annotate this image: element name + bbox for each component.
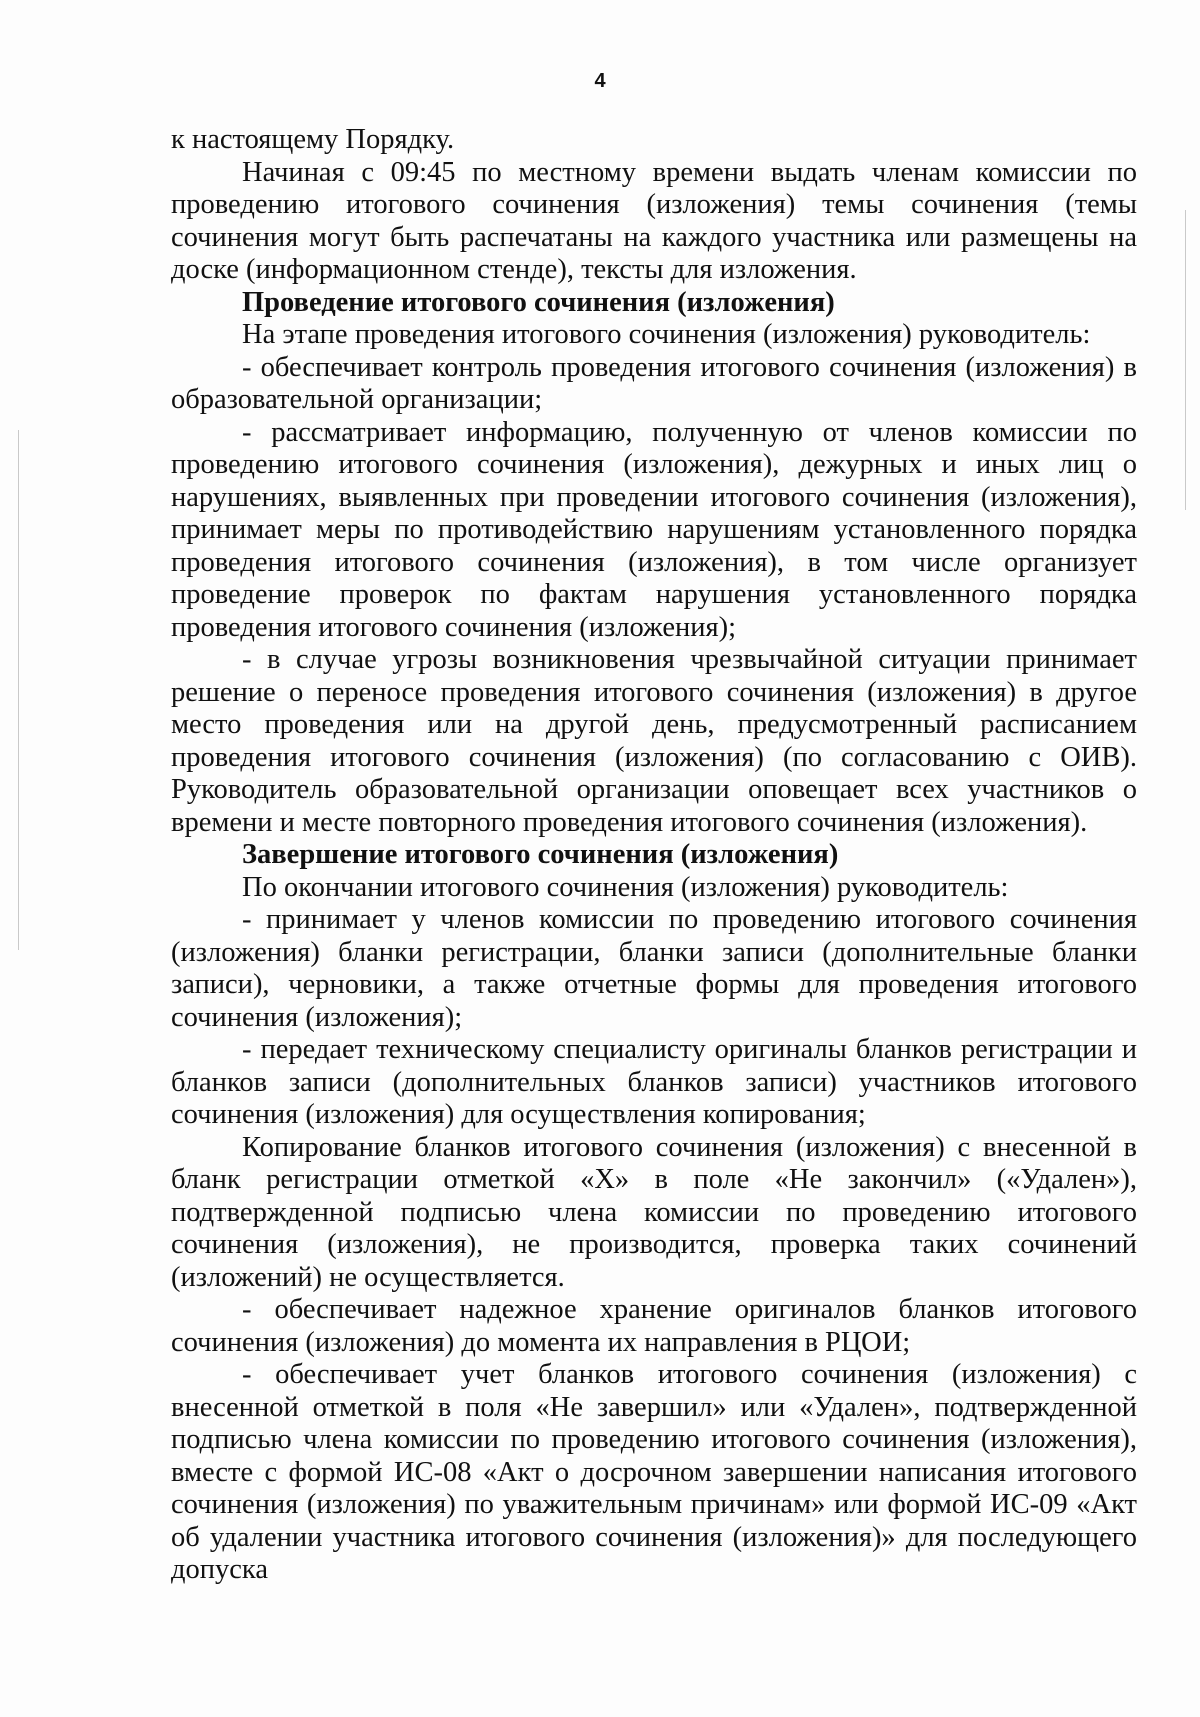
paragraph-completion-intro: По окончании итогового сочинения (изложения) руководитель: (242, 871, 1009, 903)
paragraph-issue-topics: Начиная с 09:45 по местному времени выдать членам комиссии по проведению итогового сочинения (изложения) темы сочинения (темы сочинения могут быть распечатаны на каждого участника или размещены на доске (информационном стенде), тексты для изложения. (171, 156, 1137, 285)
list-item-violations: - рассматривает информацию, полученную от членов комиссии по проведению итогового сочинения (изложения), дежурных и иных лиц о нарушениях, выявленных при проведении итогового сочинения (изложения), принимает меры по противодействию нарушениям установленного порядка проведения итогового сочинения (изложения), в том числе организует проведение проверок по фактам нарушения установленного порядка проведения итогового сочинения (изложения); (171, 416, 1137, 643)
list-item-accounting: - обеспечивает учет бланков итогового сочинения (изложения) с внесенной отметкой в поля «Не завершил» или «Удален», подтвержденной подписью члена комиссии по проведению итогового сочинения (изложения), вместе с формой ИС-08 «Акт о досрочном завершении написания итогового сочинения (изложения) по уважительным причинам» или формой ИС-09 «Акт об удалении участника итогового сочинения (изложения)» для последующего допуска (171, 1359, 1137, 1585)
list-item-transfer-originals: - передает техническому специалисту оригиналы бланков регистрации и бланков записи (дополнительных бланков записи) участников итогового сочинения (изложения) для осуществления копирования; (171, 1034, 1137, 1130)
page-number: 4 (594, 70, 606, 92)
list-item-accept-forms: - принимает у членов комиссии по проведению итогового сочинения (изложения) бланки регистрации, бланки записи (дополнительные бланки записи), черновики, а также отчетные формы для проведения итогового сочинения (изложения); (171, 904, 1137, 1033)
paragraph-copying-rule: Копирование бланков итогового сочинения (изложения) с внесенной в бланк регистрации отметкой «X» в поле «Не закончил» («Удален»), подтвержденной подписью члена комиссии по проведению итогового сочинения (изложения), не производится, проверка таких сочинений (изложений) не осуществляется. (171, 1131, 1137, 1293)
list-item-storage: - обеспечивает надежное хранение оригиналов бланков итогового сочинения (изложения) до момента их направления в РЦОИ; (171, 1294, 1137, 1358)
scan-artifact-line (1185, 210, 1186, 510)
list-item-emergency: - в случае угрозы возникновения чрезвычайной ситуации принимает решение о переносе проведения итогового сочинения (изложения) в другое место проведения или на другой день, предусмотренный расписанием проведения итогового сочинения (изложения) (по согласованию с ОИВ). Руководитель образовательной организации оповещает всех участников о времени и месте повторного проведения итогового сочинения (изложения). (171, 644, 1137, 838)
list-item-control: - обеспечивает контроль проведения итогового сочинения (изложения) в образовательной организации; (171, 351, 1137, 415)
section-heading-conduct: Проведение итогового сочинения (изложения) (242, 286, 835, 318)
document-body (171, 124, 1137, 1587)
paragraph-conduct-intro: На этапе проведения итогового сочинения (изложения) руководитель: (242, 319, 1091, 350)
paragraph-continuation: к настоящему Порядку. (171, 124, 455, 155)
section-heading-completion: Завершение итогового сочинения (изложения) (242, 839, 839, 870)
scan-artifact-line (18, 430, 19, 950)
